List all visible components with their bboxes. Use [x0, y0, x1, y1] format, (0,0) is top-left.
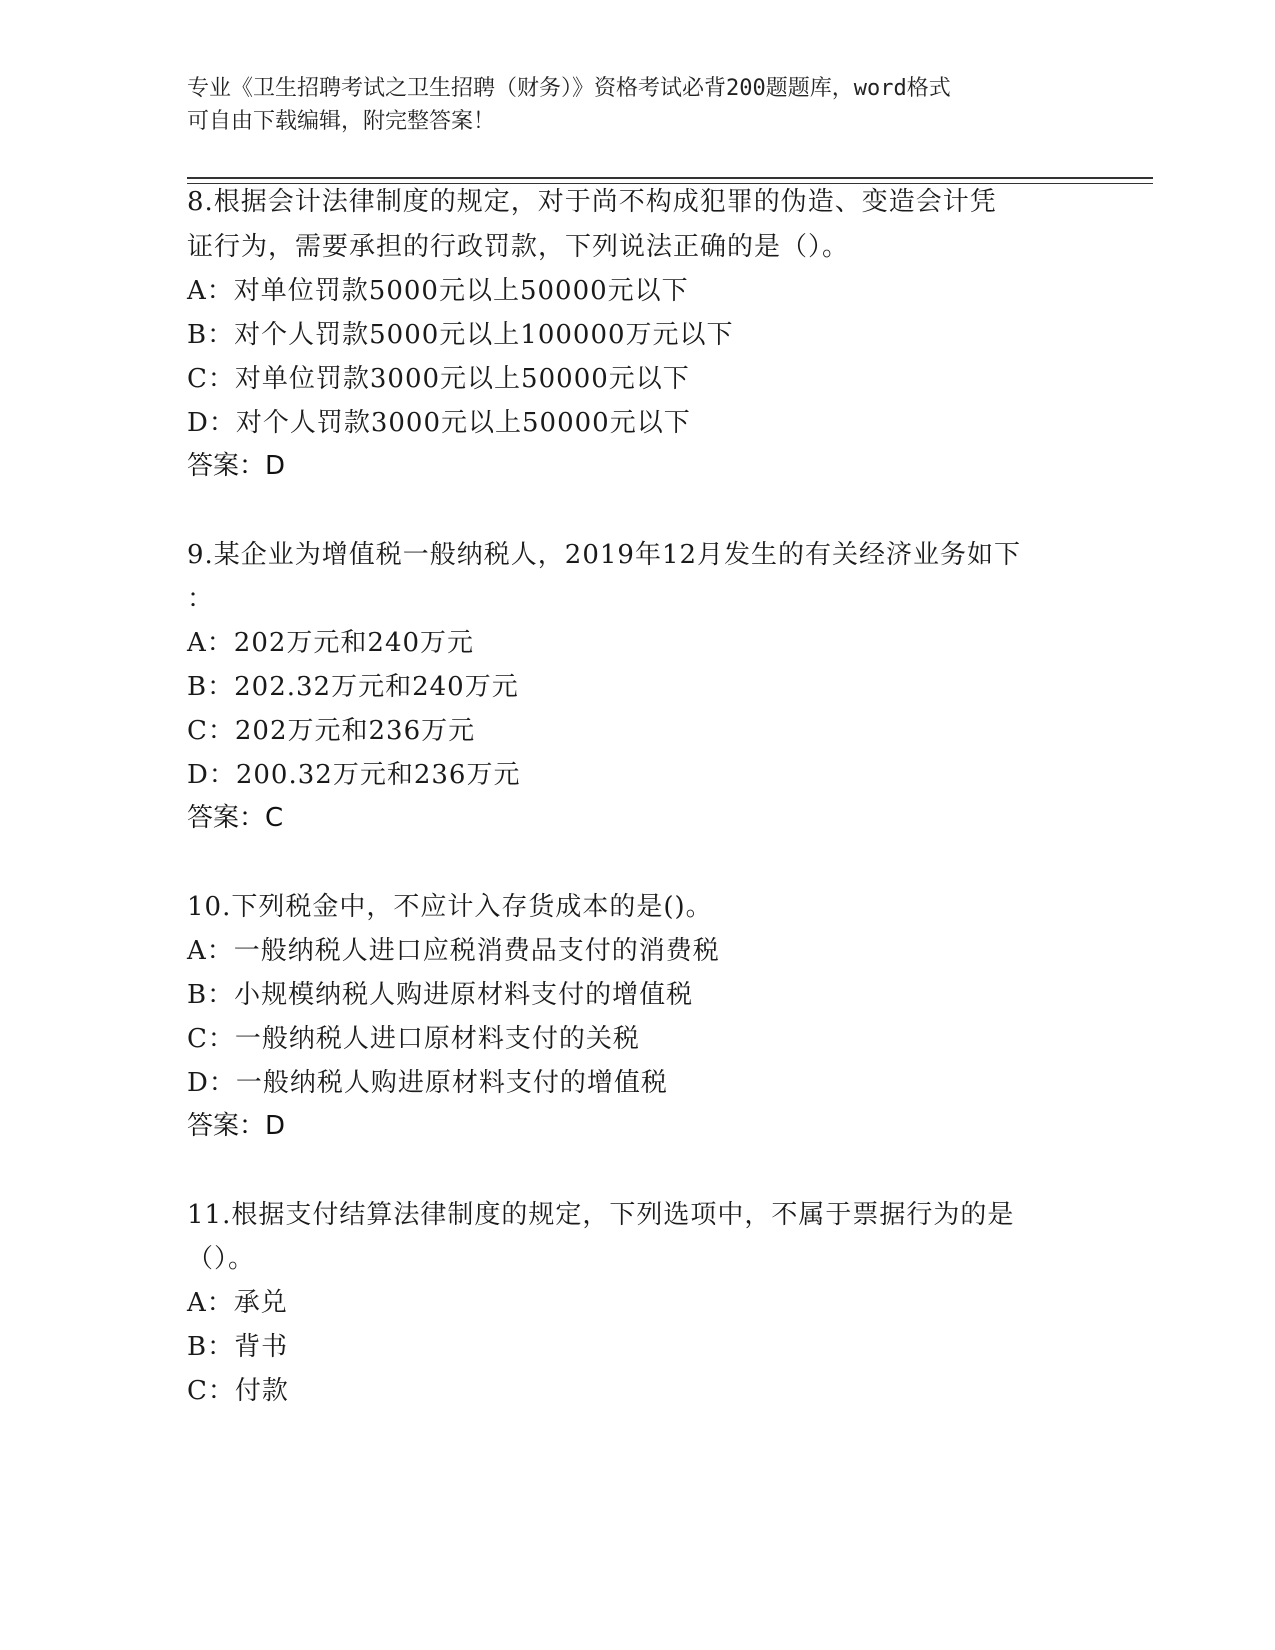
question-9-stem-line-1: 9.某企业为增值税一般纳税人，2019年12月发生的有关经济业务如下: [187, 540, 1022, 570]
question-8-answer: 答案：D: [187, 451, 286, 481]
question-9-answer: 答案：C: [187, 803, 284, 833]
question-9-option-b: B：202.32万元和240万元: [187, 672, 519, 702]
question-10-option-a: A：一般纳税人进口应税消费品支付的消费税: [187, 936, 720, 966]
question-10-option-c: C：一般纳税人进口原材料支付的关税: [187, 1024, 640, 1054]
question-10-answer: 答案：D: [187, 1111, 286, 1141]
question-8-stem-line-2: 证行为，需要承担的行政罚款，下列说法正确的是（）。: [187, 232, 850, 262]
question-11-option-c: C：付款: [187, 1376, 289, 1406]
question-10-option-d: D：一般纳税人购进原材料支付的增值税: [187, 1068, 668, 1098]
header-line-1: 专业《卫生招聘考试之卫生招聘（财务）》资格考试必背200题题库，word格式: [187, 76, 951, 101]
question-11-stem-line-2: （）。: [187, 1244, 256, 1274]
question-8-option-a: A：对单位罚款5000元以上50000元以下: [187, 276, 689, 306]
question-8-option-d: D：对个人罚款3000元以上50000元以下: [187, 408, 691, 438]
question-9-option-c: C：202万元和236万元: [187, 716, 476, 746]
question-9-option-d: D：200.32万元和236万元: [187, 760, 521, 790]
question-10-stem-line-1: 10.下列税金中，不应计入存货成本的是()。: [187, 892, 713, 922]
question-11-stem-line-1: 11.根据支付结算法律制度的规定，下列选项中，不属于票据行为的是: [187, 1200, 1015, 1230]
question-8-option-c: C：对单位罚款3000元以上50000元以下: [187, 364, 690, 394]
question-11-option-a: A：承兑: [187, 1288, 288, 1318]
document-header: [187, 72, 1087, 138]
header-divider-thin: [187, 183, 1153, 184]
question-9-stem-line-2: ：: [187, 584, 215, 614]
question-11-option-b: B：背书: [187, 1332, 289, 1362]
question-8-option-b: B：对个人罚款5000元以上100000万元以下: [187, 320, 734, 350]
question-8-stem-line-1: 8.根据会计法律制度的规定，对于尚不构成犯罪的伪造、变造会计凭: [187, 187, 997, 217]
question-9-option-a: A：202万元和240万元: [187, 628, 475, 658]
header-divider: [187, 177, 1153, 179]
header-line-2: 可自由下载编辑，附完整答案！: [187, 109, 496, 134]
question-10-option-b: B：小规模纳税人购进原材料支付的增值税: [187, 980, 694, 1010]
